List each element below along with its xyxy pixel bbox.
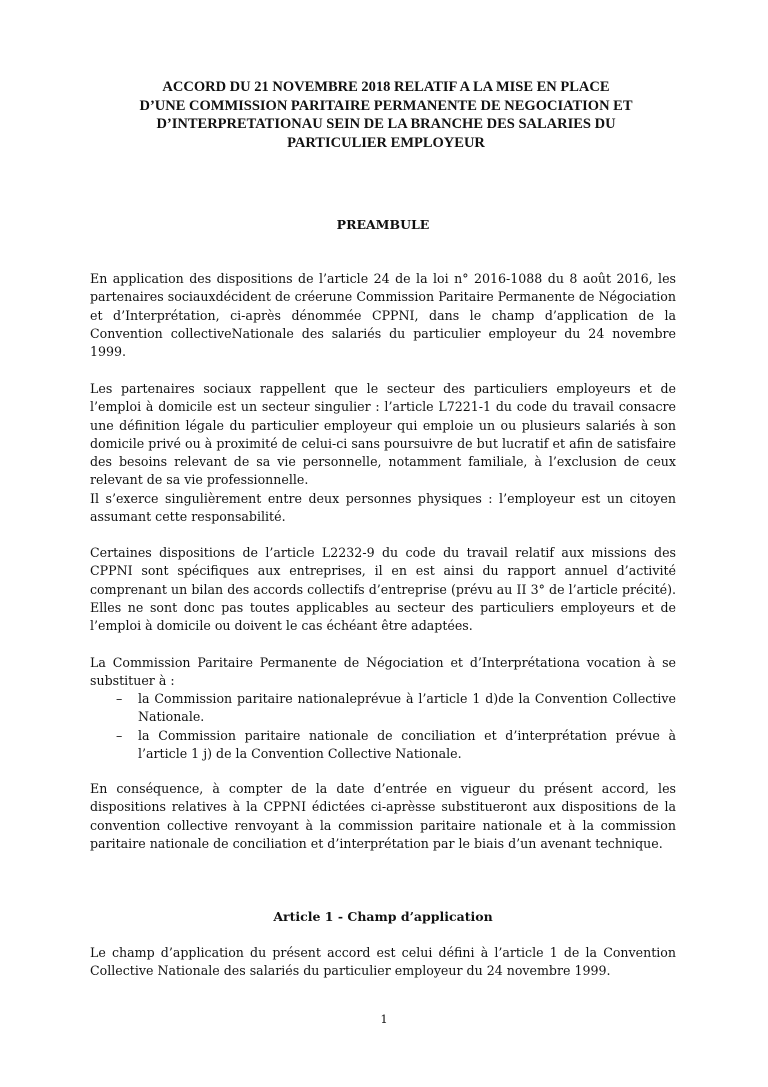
list-item — [90, 727, 676, 764]
paragraph-consequence: En conséquence, à compter de la date d’entrée en vigueur du présent accord, les dispositions relatives à la CPPNI édictées ci-aprèsse substitueront aux dispositions de la convention collective renvoyant à la commission paritaire nationale et à la commission paritaire nationale de conciliation et d’interprétation par le biais d’un avenant technique. — [90, 781, 676, 851]
list-item — [90, 690, 676, 727]
paragraph-intro: En application des dispositions de l’article 24 de la loi n° 2016-1088 du 8 août 2016, les partenaires sociauxdécident de créerune Commission Paritaire Permanente de Négociation et d’Interprétation, ci-après dénommée CPPNI, dans le champ d’application de la Convention collectiveNationale des salariés du particulier employeur du 24 novembre 1999. — [90, 271, 676, 360]
article1-text: Le champ d’application du présent accord est celui défini à l’article 1 de la Convention Collective Nationale des salariés du particulier employeur du 24 novembre 1999. — [90, 945, 676, 979]
preamble-heading: PREAMBULE — [336, 217, 430, 232]
document-title — [96, 78, 676, 152]
paragraph-provisions: Certaines dispositions de l’article L2232-9 du code du travail relatif aux missions des CPPNI sont spécifiques aux entreprises, il en est ainsi du rapport annuel d’activité comprenant un bilan des accords collectifs d’entreprise (prévu au II 3° de l’article précité). Elles ne sont donc pas toutes applicables au secteur des particuliers employeurs et de l’emploi à domicile ou doivent le cas échéant être adaptées. — [90, 545, 676, 634]
title-line: D’UNE COMMISSION PARITAIRE PERMANENTE DE NEGOCIATION ET — [139, 97, 633, 114]
paragraph-vocation: La Commission Paritaire Permanente de Négociation et d’Interprétationa vocation à se substituer à : — [90, 655, 676, 689]
title-line: ACCORD DU 21 NOVEMBRE 2018 RELATIF A LA MISE EN PLACE — [162, 79, 610, 95]
list-item-text: la Commission paritaire nationaleprévue à l’article 1 d)de la Convention Collective Nationale. — [138, 691, 676, 725]
list-item-text: la Commission paritaire nationale de conciliation et d’interprétation prévue à l’article 1 j) de la Convention Collective Nationale. — [138, 727, 676, 761]
dash-marker: – — [116, 727, 123, 743]
paragraph-exercise: Il s’exerce singulièrement entre deux personnes physiques : l’employeur est un citoyen assumant cette responsabilité. — [90, 491, 676, 525]
title-line: PARTICULIER EMPLOYEUR — [287, 134, 485, 151]
article1-heading: Article 1 - Champ d’application — [273, 909, 493, 924]
substitution-list — [90, 690, 676, 763]
paragraph-sector: Les partenaires sociaux rappellent que le secteur des particuliers employeurs et de l’emploi à domicile est un secteur singulier : l’article L7221-1 du code du travail consacre une définition légale du particulier employeur qui emploie un ou plusieurs salariés à son domicile privé ou à proximité de celui-ci sans poursuivre de but lucratif et afin de satisfaire des besoins relevant de sa vie personnelle, notamment familiale, à l’exclusion de ceux relevant de sa vie professionnelle. — [90, 381, 676, 488]
title-line: D’INTERPRETATIONAU SEIN DE LA BRANCHE DES SALARIES DU — [156, 116, 616, 132]
dash-marker: – — [116, 691, 123, 706]
page-number: 1 — [380, 1012, 388, 1026]
